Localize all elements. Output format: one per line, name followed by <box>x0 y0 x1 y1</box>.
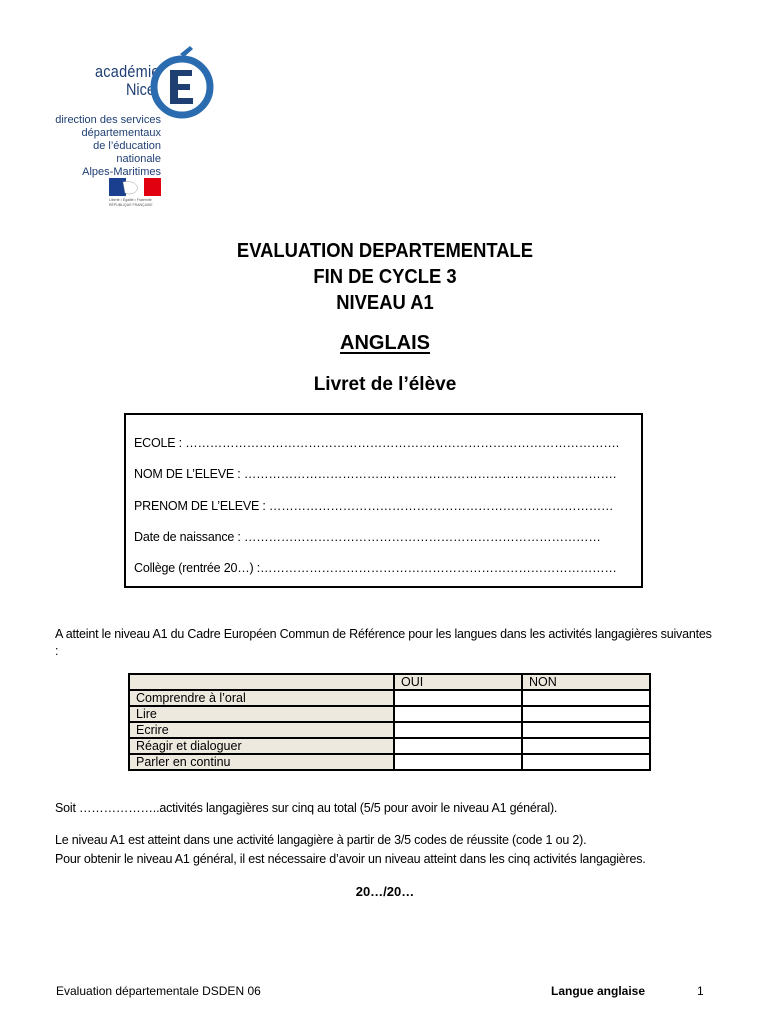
intro-paragraph: A atteint le niveau A1 du Cadre Européen Commun de Référence pour les langues dans les activités langagières suivantes : <box>55 627 712 658</box>
student-lastname-field[interactable]: NOM DE L’ELEVE : ………………………………………………………………………………. <box>134 467 617 481</box>
page-title-line3: NIVEAU A1 <box>336 292 434 314</box>
oui-cell[interactable] <box>394 706 522 722</box>
republique-marianne-logo-icon <box>109 178 161 196</box>
skill-label: Ecrire <box>129 722 394 738</box>
footer-center: Langue anglaise <box>551 984 646 998</box>
oui-cell[interactable] <box>394 754 522 770</box>
table-row <box>129 738 650 754</box>
oui-cell[interactable] <box>394 722 522 738</box>
college-field[interactable]: Collège (rentrée 20…) :…………………………………………………………………………… <box>134 561 617 575</box>
table-header-empty <box>129 674 394 690</box>
booklet-heading: Livret de l’élève <box>313 374 457 395</box>
column-header-oui: OUI <box>394 674 522 690</box>
academie-e-logo-icon <box>148 40 216 120</box>
page-title-line2: FIN DE CYCLE 3 <box>313 266 457 288</box>
republique-motto: Liberté • Égalité • Fraternité RÉPUBLIQUE FRANÇAISE <box>109 198 153 207</box>
academie-city-label: Nice <box>126 80 155 99</box>
total-activities-line: Soit ………………..activités langagières sur cinq au total (5/5 pour avoir le niveau A1 général). <box>55 801 558 815</box>
school-field[interactable]: ECOLE : ……………………………………………………………………………………………. <box>134 436 619 450</box>
page-number: 1 <box>697 984 704 998</box>
skill-label: Parler en continu <box>129 754 394 770</box>
academie-label: académie <box>95 62 160 81</box>
non-cell[interactable] <box>522 754 650 770</box>
oui-cell[interactable] <box>394 738 522 754</box>
dsden-label: direction des services départementaux de l’éducation nationale Alpes-Maritimes <box>55 114 161 178</box>
skill-label: Réagir et dialoguer <box>129 738 394 754</box>
table-header-row <box>129 674 650 690</box>
page-title-line1: EVALUATION DEPARTEMENTALE <box>236 240 534 262</box>
rule-line-1: Le niveau A1 est atteint dans une activité langagière à partir de 3/5 codes de réussite (code 1 ou 2). <box>55 833 587 847</box>
footer-left: Evaluation départementale DSDEN 06 <box>56 984 261 998</box>
table-row <box>129 722 650 738</box>
oui-cell[interactable] <box>394 690 522 706</box>
skills-table <box>128 673 651 771</box>
non-cell[interactable] <box>522 690 650 706</box>
table-row <box>129 690 650 706</box>
subject-heading: ANGLAIS <box>340 332 430 354</box>
birthdate-field[interactable]: Date de naissance : …………………………………………………………………………… <box>134 530 601 544</box>
table-row <box>129 754 650 770</box>
score-line: 20…/20… <box>355 884 415 899</box>
skill-label: Comprendre à l’oral <box>129 690 394 706</box>
non-cell[interactable] <box>522 738 650 754</box>
skill-label: Lire <box>129 706 394 722</box>
table-row <box>129 706 650 722</box>
student-info-box <box>124 413 643 588</box>
student-firstname-field[interactable]: PRENOM DE L’ELEVE : ………………………………………………………………………… <box>134 499 614 513</box>
non-cell[interactable] <box>522 722 650 738</box>
non-cell[interactable] <box>522 706 650 722</box>
rule-line-2: Pour obtenir le niveau A1 général, il est nécessaire d’avoir un niveau atteint dans les cinq activités langagières. <box>55 852 646 866</box>
column-header-non: NON <box>522 674 650 690</box>
